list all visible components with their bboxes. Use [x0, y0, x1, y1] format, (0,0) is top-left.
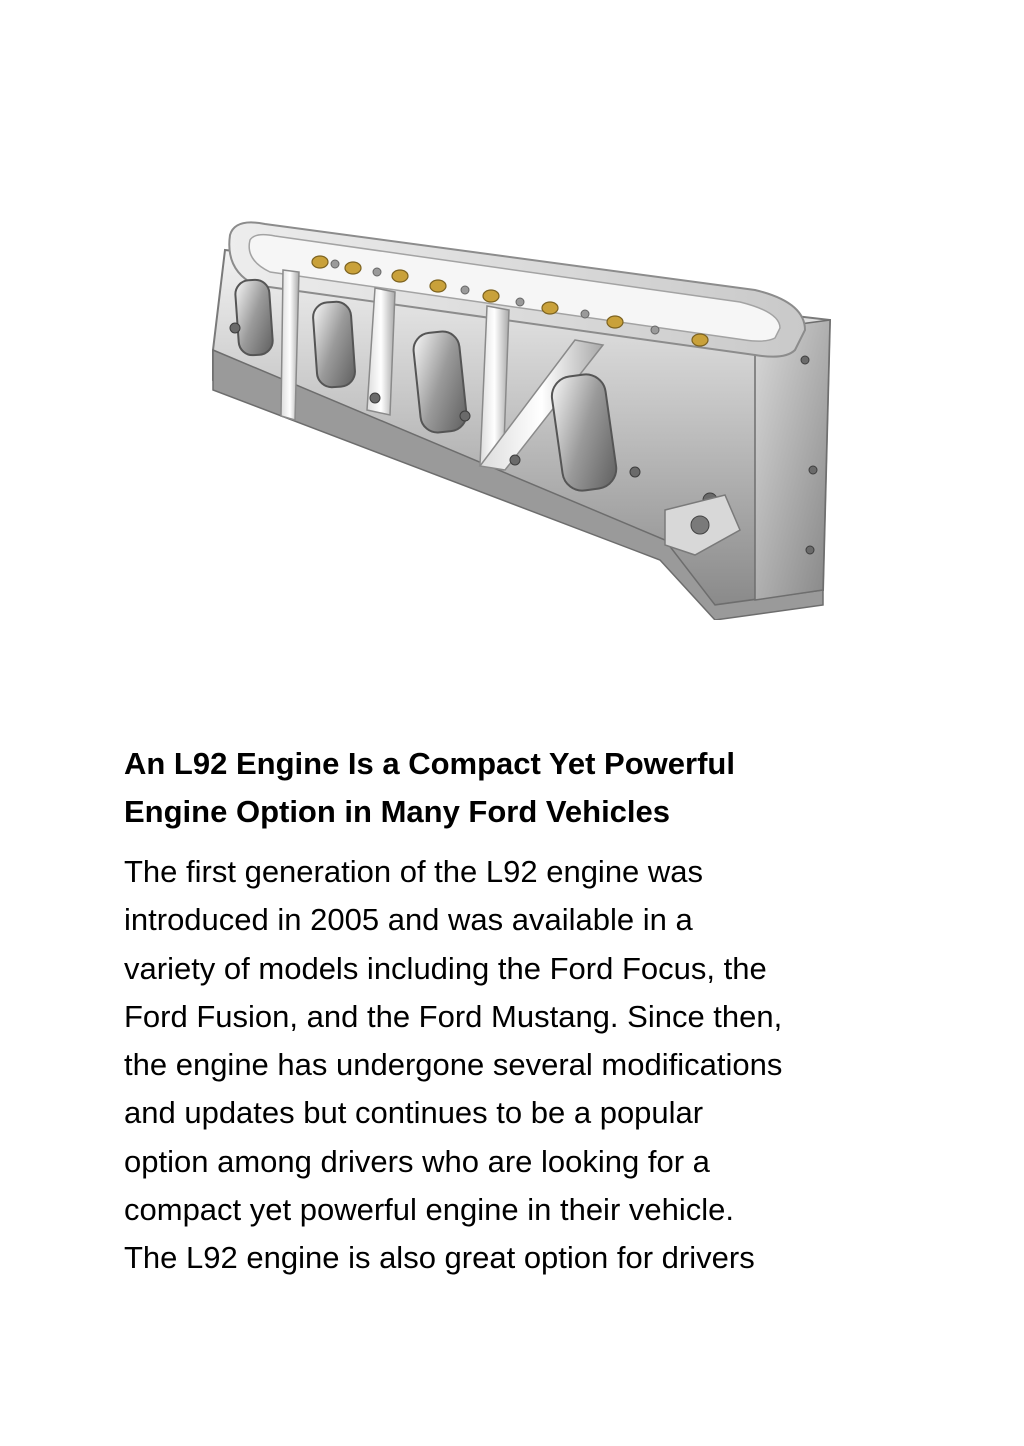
body-line-4: Ford Fusion, and the Ford Mustang. Since then,: [124, 998, 783, 1034]
body-line-1: The first generation of the L92 engine was: [124, 854, 704, 889]
article-body: [124, 848, 914, 1283]
body-line-6: and updates but continues to be a popular: [124, 1095, 704, 1131]
body-line-9: The L92 engine is also great option for drivers: [124, 1240, 755, 1276]
body-line-8: compact yet powerful engine in their vehicle.: [124, 1192, 734, 1228]
body-line-5: the engine has undergone several modifications: [124, 1047, 783, 1083]
body-line-2: introduced in 2005 and was available in a: [124, 902, 693, 938]
heading-line-1: An L92 Engine Is a Compact Yet Powerful: [124, 746, 735, 781]
body-line-3: variety of models including the Ford Focus, the: [124, 950, 767, 986]
article: [124, 740, 914, 1283]
body-line-7: option among drivers who are looking for a: [124, 1143, 710, 1179]
engine-cylinder-head-image: [195, 210, 845, 620]
cylinder-head-illustration: [195, 210, 845, 620]
heading-line-2: Engine Option in Many Ford Vehicles: [124, 794, 671, 829]
article-heading: [124, 740, 914, 836]
